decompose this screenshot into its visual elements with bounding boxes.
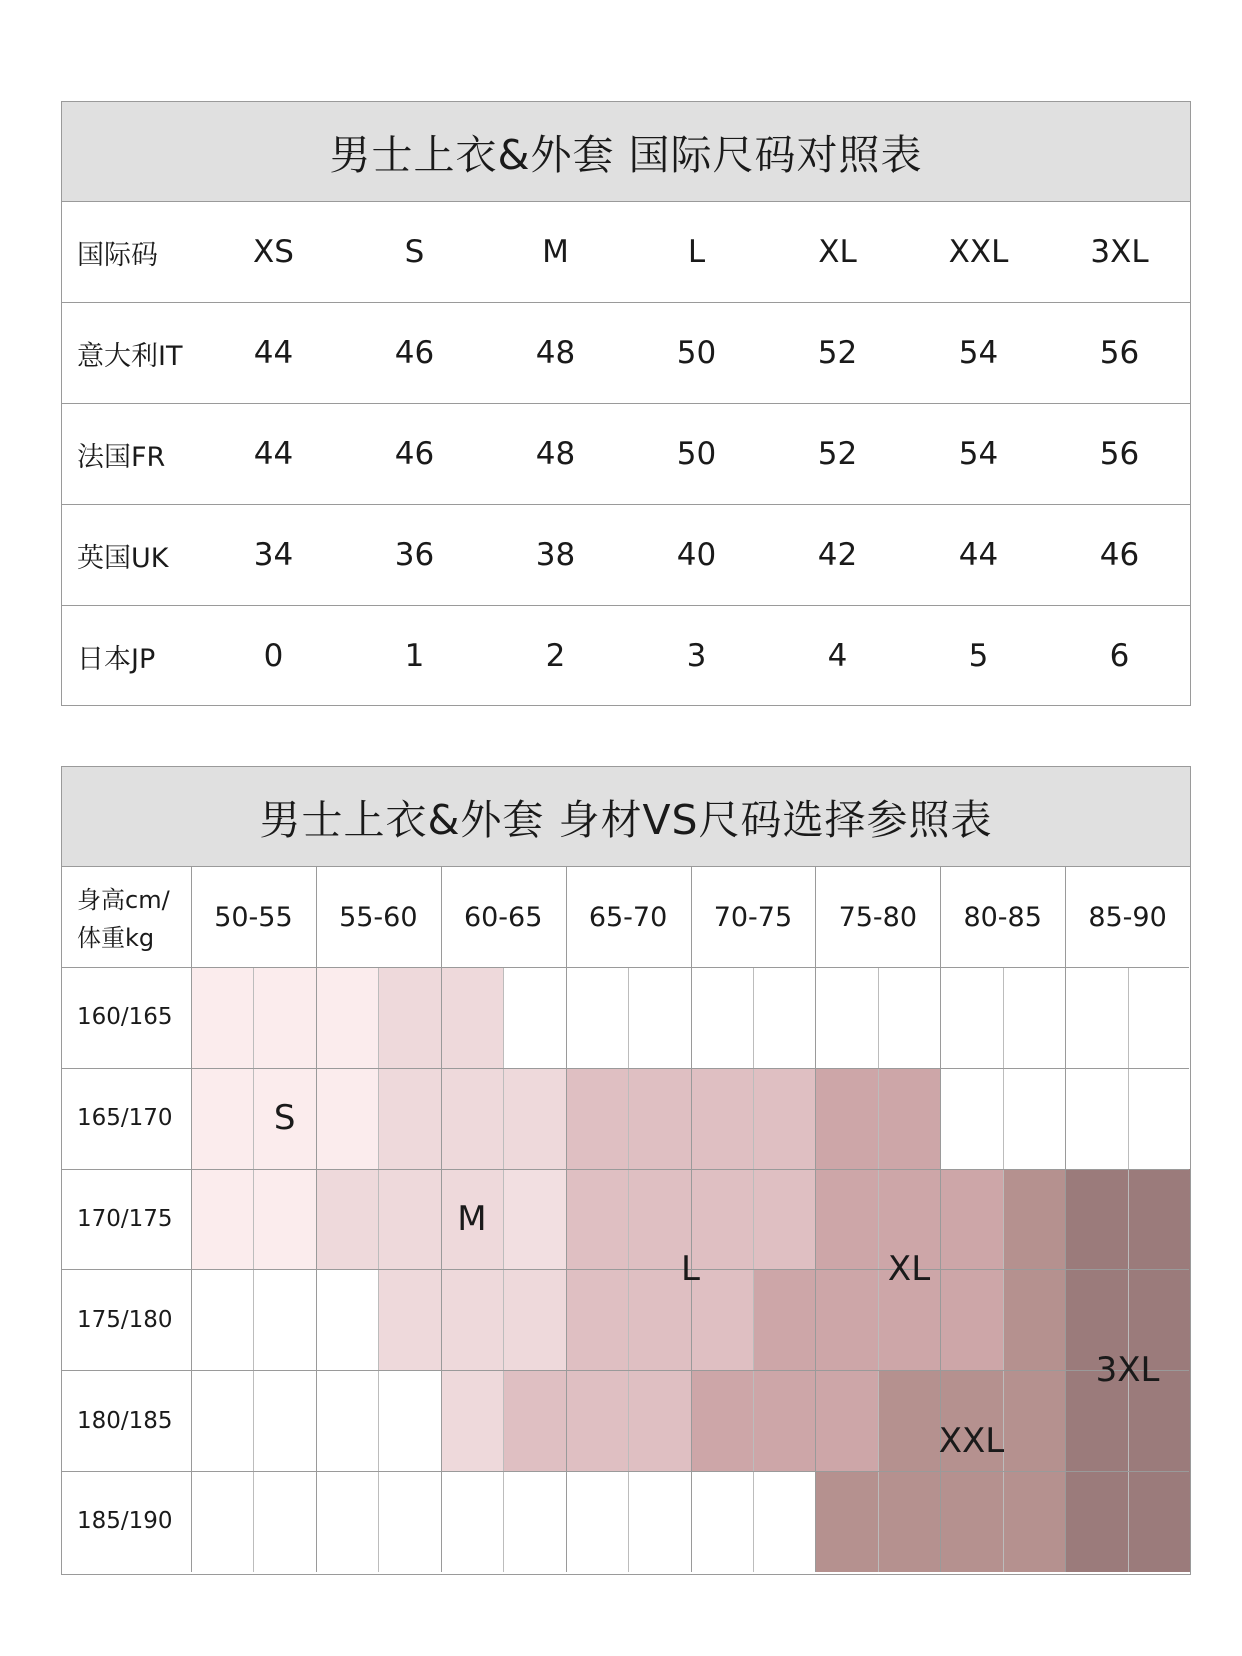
grid-cell: [316, 1370, 378, 1471]
grid-cell: [1128, 967, 1190, 1068]
row-label: 日本JP: [62, 606, 203, 707]
body-size-reference-table: [61, 766, 1191, 1575]
grid-cell: [441, 1370, 503, 1471]
grid-line: [691, 867, 692, 1572]
grid-cell: [441, 1471, 503, 1572]
international-size-table: [61, 101, 1191, 706]
table-cell: 5: [908, 606, 1049, 707]
grid-cell: [316, 1068, 378, 1169]
table-cell: M: [542, 234, 569, 270]
table-cell: 52: [767, 303, 908, 404]
axis-header-weight: 体重kg: [77, 924, 155, 952]
grid-cell: [878, 1068, 940, 1169]
grid-cell: [378, 967, 440, 1068]
table-cell: 50: [626, 404, 767, 505]
weight-range-header: 50-55: [214, 901, 293, 933]
grid-line: [191, 867, 192, 1572]
grid-cell: [1128, 1169, 1190, 1270]
height-range-label: 160/165: [77, 1004, 173, 1031]
table-cell: 34: [203, 505, 344, 606]
row-label: 意大利IT: [62, 303, 203, 404]
grid-cell: [1065, 967, 1127, 1068]
grid-cell: [1065, 1068, 1127, 1169]
grid-cell: [628, 1370, 690, 1471]
grid-cell: [378, 1068, 440, 1169]
grid-cell: [815, 1068, 877, 1169]
table-row: [62, 606, 1190, 707]
weight-range-header: 70-75: [713, 901, 793, 933]
grid-cell: [253, 1269, 315, 1370]
table-cell: 44: [908, 505, 1049, 606]
grid-cell: [503, 1068, 565, 1169]
grid-cell: [878, 1471, 940, 1572]
grid-cell: [940, 1471, 1002, 1572]
grid-cell: [1003, 1471, 1065, 1572]
grid-line: [1065, 867, 1066, 1572]
grid-cell: [878, 1370, 940, 1471]
weight-range-header: 65-70: [588, 901, 668, 933]
table-cell: 0: [203, 606, 344, 707]
grid-cell: [191, 967, 253, 1068]
size-label: M: [457, 1199, 487, 1239]
grid-cell: [503, 1370, 565, 1471]
table-cell: 50: [626, 303, 767, 404]
grid-cell: [316, 967, 378, 1068]
grid-cell: [191, 1269, 253, 1370]
grid-cell: [1003, 1370, 1065, 1471]
table-cell: 36: [344, 505, 485, 606]
grid-cell: [191, 1370, 253, 1471]
grid-cell: [316, 1169, 378, 1270]
table-cell: 48: [485, 303, 626, 404]
table-cell: 46: [344, 303, 485, 404]
grid-cell: [253, 967, 315, 1068]
grid-cell: [378, 1471, 440, 1572]
grid-cell: [503, 1471, 565, 1572]
weight-range-header: 85-90: [1088, 901, 1167, 933]
size-label: XXL: [938, 1420, 1005, 1461]
table-row: [62, 303, 1190, 404]
grid-line: [62, 1471, 1189, 1472]
grid-cell: [316, 1269, 378, 1370]
grid-cell: [815, 1370, 877, 1471]
grid-cell: [815, 967, 877, 1068]
grid-cell: [441, 1269, 503, 1370]
size-grid: [62, 867, 1189, 1574]
table-cell: XXL: [948, 234, 1009, 270]
grid-cell: [191, 1471, 253, 1572]
table-cell: 40: [626, 505, 767, 606]
grid-cell: [378, 1169, 440, 1270]
table-row: [62, 505, 1190, 606]
grid-cell: [503, 967, 565, 1068]
grid-line: [566, 867, 567, 1572]
grid-cell: [191, 1169, 253, 1270]
grid-cell: [316, 1471, 378, 1572]
table-cell: XS: [253, 234, 294, 270]
height-range-label: 175/180: [77, 1306, 173, 1333]
grid-cell: [1065, 1169, 1127, 1270]
size-label: XL: [887, 1249, 931, 1290]
grid-cell: [441, 1068, 503, 1169]
grid-cell: [566, 1269, 628, 1370]
row-label: 国际码: [77, 239, 158, 271]
table-cell: 3XL: [1090, 234, 1149, 270]
grid-line: [815, 867, 816, 1572]
grid-cell: [378, 1269, 440, 1370]
grid-cell: [940, 967, 1002, 1068]
table-cell: 38: [485, 505, 626, 606]
table-cell: 56: [1049, 404, 1190, 505]
grid-cell: [940, 1169, 1002, 1270]
grid-cell: [815, 1471, 877, 1572]
grid-cell: [628, 1471, 690, 1572]
grid-cell: [191, 1068, 253, 1169]
table-cell: L: [687, 234, 706, 270]
height-range-label: 165/170: [77, 1105, 173, 1132]
grid-cell: [628, 967, 690, 1068]
size-label: L: [681, 1249, 700, 1290]
grid-cell: [1003, 1169, 1065, 1270]
grid-cell: [566, 1068, 628, 1169]
weight-range-header: 75-80: [838, 901, 918, 933]
grid-cell: [441, 967, 503, 1068]
table-cell: 44: [203, 404, 344, 505]
table-cell: 2: [485, 606, 626, 707]
table-cell: 54: [908, 303, 1049, 404]
grid-cell: [753, 1370, 815, 1471]
grid-cell: [691, 967, 753, 1068]
grid-line: [62, 1370, 1189, 1371]
row-label: 法国FR: [62, 404, 203, 505]
height-range-label: 185/190: [77, 1508, 173, 1535]
table-cell: 48: [485, 404, 626, 505]
grid-cell: [503, 1169, 565, 1270]
grid-cell: [566, 1169, 628, 1270]
weight-range-header: 80-85: [963, 901, 1042, 933]
grid-line: [62, 967, 1189, 968]
table-cell: XL: [818, 234, 857, 270]
grid-cell: [753, 1269, 815, 1370]
grid-cell: [753, 1068, 815, 1169]
table-title: 男士上衣&外套 身材VS尺码选择参照表: [62, 767, 1190, 867]
table-title: 男士上衣&外套 国际尺码对照表: [62, 102, 1190, 202]
weight-range-header: 55-60: [339, 901, 418, 933]
grid-cell: [815, 1169, 877, 1270]
grid-line: [441, 867, 442, 1572]
grid-cell: [1003, 967, 1065, 1068]
grid-cell: [253, 1471, 315, 1572]
grid-cell: [503, 1269, 565, 1370]
table-cell: 56: [1049, 303, 1190, 404]
table-cell: 46: [1049, 505, 1190, 606]
row-label: 英国UK: [62, 505, 203, 606]
grid-cell: [691, 1068, 753, 1169]
axis-header-height: 身高cm/: [77, 886, 170, 914]
grid-cell: [378, 1370, 440, 1471]
grid-cell: [753, 1471, 815, 1572]
weight-range-header: 60-65: [463, 901, 543, 933]
grid-line: [940, 867, 941, 1572]
grid-cell: [1003, 1068, 1065, 1169]
grid-cell: [566, 1370, 628, 1471]
table-cell: S: [404, 234, 425, 270]
height-range-label: 180/185: [77, 1407, 173, 1434]
grid-cell: [940, 1068, 1002, 1169]
grid-cell: [253, 1370, 315, 1471]
grid-cell: [253, 1169, 315, 1270]
table-cell: 6: [1049, 606, 1190, 707]
grid-cell: [566, 1471, 628, 1572]
grid-cell: [815, 1269, 877, 1370]
table-cell: 44: [203, 303, 344, 404]
grid-line: [316, 867, 317, 1572]
grid-cell: [691, 1370, 753, 1471]
grid-cell: [691, 1471, 753, 1572]
table-cell: 54: [908, 404, 1049, 505]
grid-cell: [878, 967, 940, 1068]
table-cell: 46: [344, 404, 485, 505]
size-conversion-table: [62, 202, 1190, 706]
grid-cell: [628, 1068, 690, 1169]
table-cell: 52: [767, 404, 908, 505]
grid-cell: [1065, 1471, 1127, 1572]
grid-cell: [753, 967, 815, 1068]
size-label: S: [273, 1098, 296, 1139]
grid-line: [62, 1068, 1189, 1069]
grid-line: [62, 1169, 1189, 1170]
grid-line: [62, 1269, 1189, 1270]
axis-header: [77, 881, 170, 957]
grid-cell: [1128, 1068, 1190, 1169]
grid-cell: [753, 1169, 815, 1270]
grid-cell: [940, 1269, 1002, 1370]
grid-cell: [1128, 1471, 1190, 1572]
grid-cell: [566, 967, 628, 1068]
grid-cell: [1003, 1269, 1065, 1370]
table-cell: 3: [626, 606, 767, 707]
size-label: 3XL: [1095, 1350, 1160, 1391]
table-cell: 42: [767, 505, 908, 606]
table-row: [62, 404, 1190, 505]
table-cell: 1: [344, 606, 485, 707]
table-row: [62, 202, 1190, 303]
height-range-label: 170/175: [77, 1205, 173, 1232]
table-cell: 4: [767, 606, 908, 707]
